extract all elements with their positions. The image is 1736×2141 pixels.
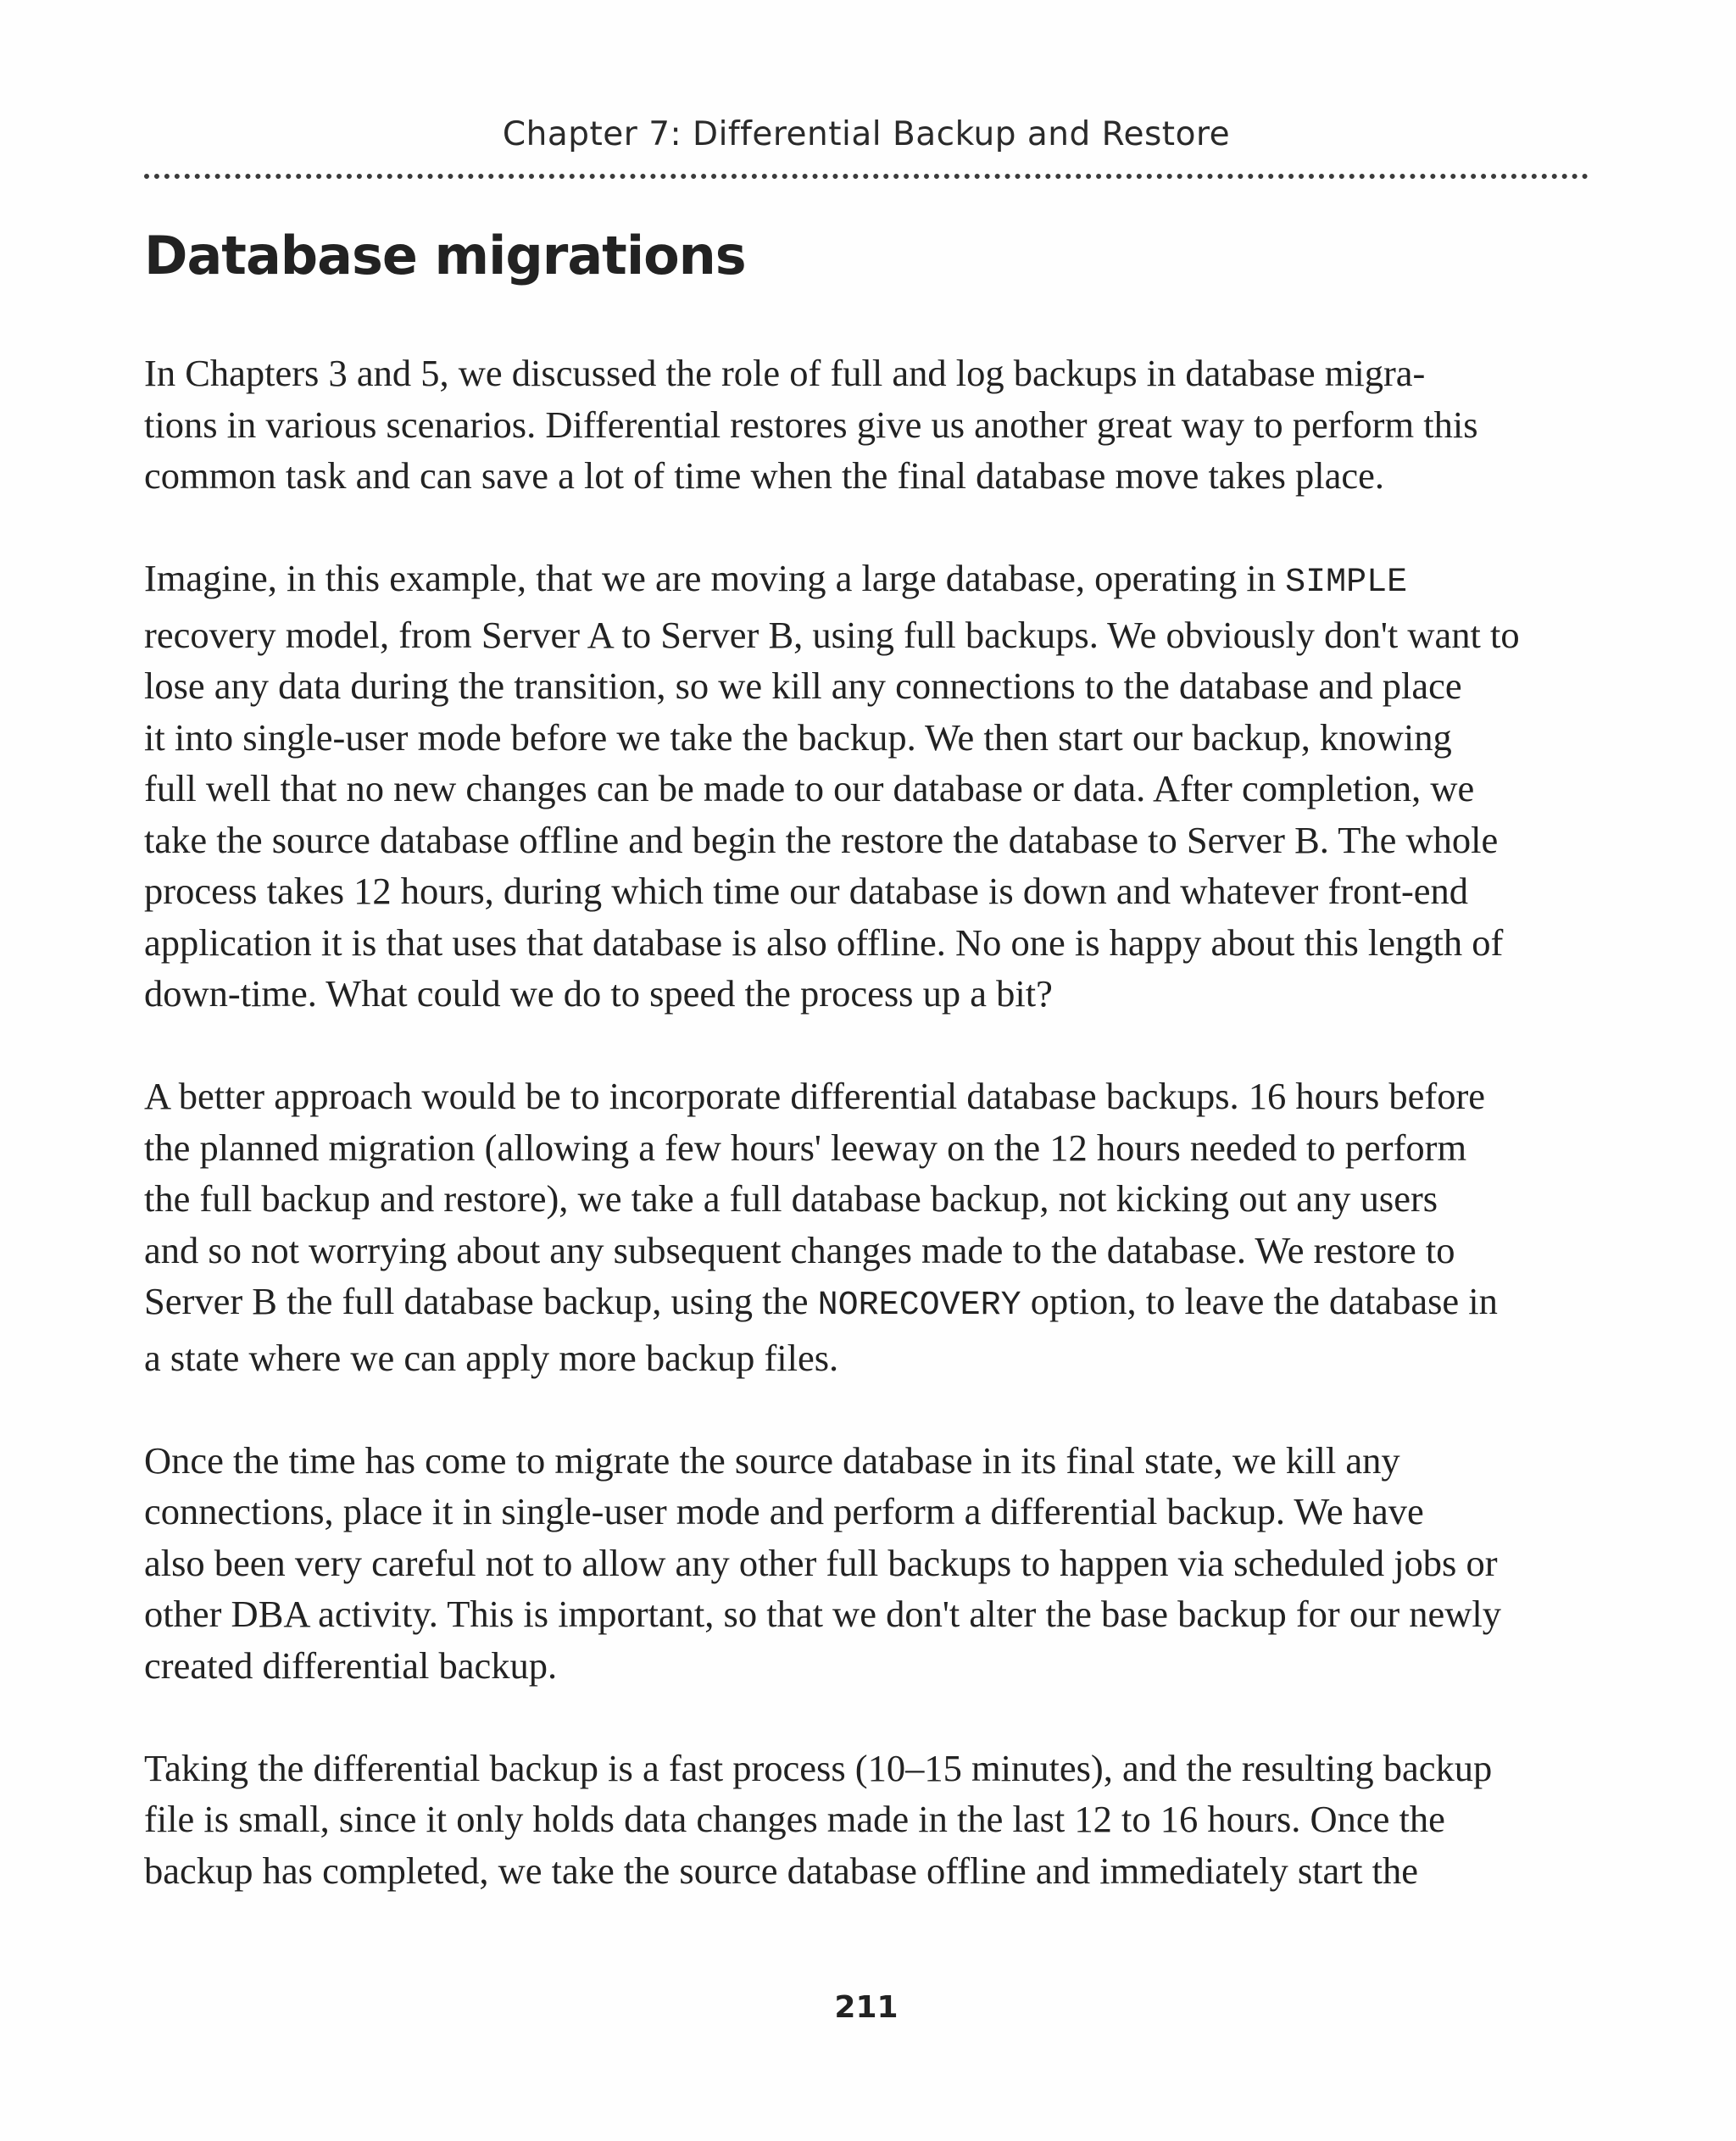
paragraph-5: Taking the differential backup is a fast process (10–15 minutes), and the resulting backup file is small, since it only holds data changes made in the last 12 to 16 hours. Once the backup has completed, we take the source database offline and immediately start the xyxy=(144,1746,1493,1892)
section-title: Database migrations xyxy=(144,225,746,286)
paragraph-1: In Chapters 3 and 5, we discussed the role of full and log backups in database migra- tions in various scenarios. Differential restores give us another great way to perform this common task and can save a lot of time when the final database move takes place. xyxy=(144,352,1478,497)
code-simple: SIMPLE xyxy=(1285,564,1408,602)
paragraph-3-text-before: A better approach would be to incorporate differential database backups. 16 hours before the planned migration (allowing a few hours' leeway on the 12 hours needed to perform the full backup and restore), we take a full database backup, not kicking out any users and so not worrying about any subsequent changes made to the database. We restore to Server B the full database backup, using the xyxy=(144,1075,1486,1322)
paragraph-2 xyxy=(144,553,1589,1020)
page-number: 211 xyxy=(834,1990,899,2025)
paragraph-2-text-before: Imagine, in this example, that we are moving a large database, operating in xyxy=(144,557,1286,599)
code-norecovery: NORECOVERY xyxy=(817,1287,1021,1325)
header-dotted-rule xyxy=(144,174,1589,179)
paragraph-3 xyxy=(144,1070,1589,1383)
body-text xyxy=(144,348,1589,1948)
paragraph-2-text-after: recovery model, from Server A to Server B, using full backups. We obviously don't want to lose any data during the transition, so we kill any connections to the database and place it into single-user mode before we take the backup. We then start our backup, knowing full well that no new changes can be made to our database or data. After completion, we take the source database offline and begin the restore the database to Server B. The whole process takes 12 hours, during which time our database is down and whatever front-end application it is that uses that database is also offline. No one is happy about this length of down-time. What could we do to speed the process up a bit? xyxy=(144,613,1520,1015)
paragraph-3-text-after: option, to leave the database in a state where we can apply more backup files. xyxy=(144,1280,1498,1379)
paragraph-4: Once the time has come to migrate the source database in its final state, we kill any connections, place it in single-user mode and perform a differential backup. We have also been very careful not to allow any other full backups to happen via scheduled jobs or other DBA activity. This is important, so that we don't alter the base backup for our newly created differential backup. xyxy=(144,1438,1502,1687)
running-header: Chapter 7: Differential Backup and Restore xyxy=(502,115,1231,153)
